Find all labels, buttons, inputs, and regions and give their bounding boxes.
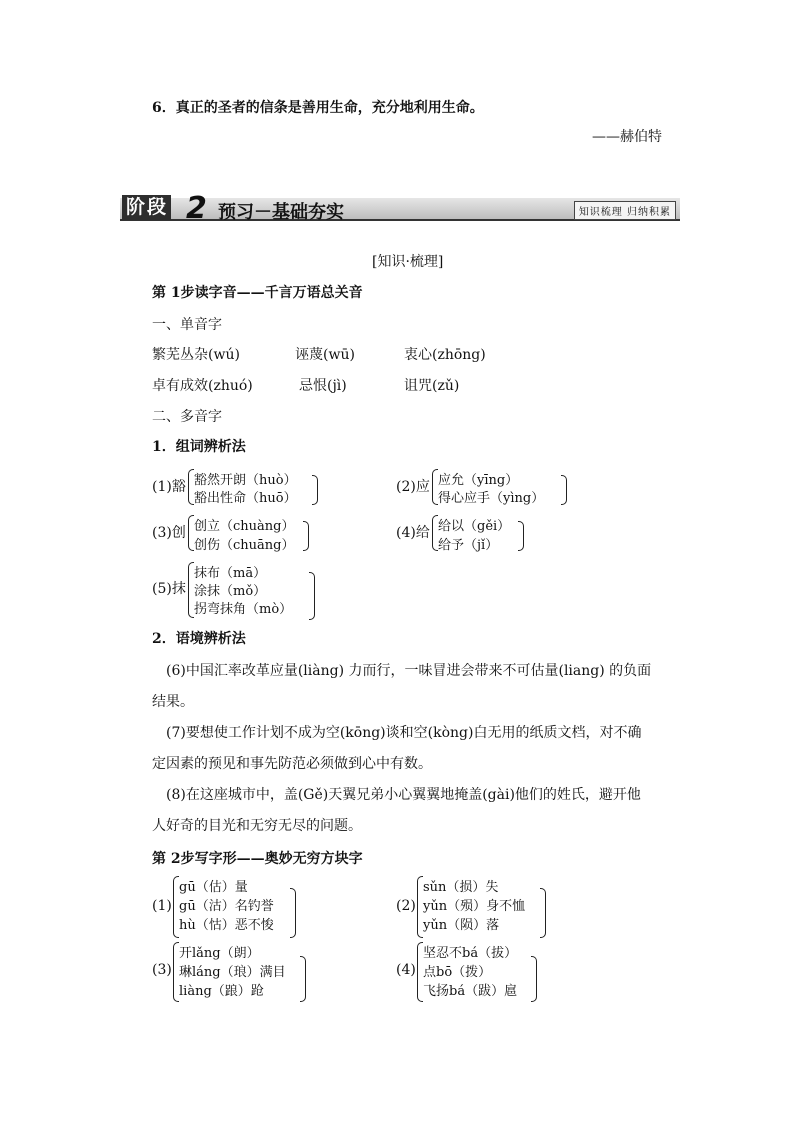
context-line: (8)在这座城市中，盖(Gě)天翼兄弟小心翼翼地掩盖(gài)他们的姓氏，避开他 <box>166 787 641 803</box>
context-line: (6)中国汇率改革应量(liàng) 力而行，一味冒进会带来不可估量(liang) 的负面 <box>166 663 652 679</box>
right-bracket <box>540 888 546 938</box>
multi-heading: 二、多音字 <box>152 409 222 425</box>
quote-text: 6．真正的圣者的信条是善用生命，充分地利用生命。 <box>152 100 484 116</box>
banner-stage-label: 阶段 <box>122 195 171 220</box>
group-line: 给予（jǐ） <box>438 538 499 553</box>
step1-title: 第 1步读字音——千言万语总关音 <box>152 285 363 301</box>
group-label: (2)应 <box>396 479 430 495</box>
right-bracket <box>531 956 537 1002</box>
group-line: yǔn（殒）身不恤 <box>423 899 526 914</box>
group-label: (3) <box>152 962 172 978</box>
step2-title: 第 2步写字形——奥妙无穷方块字 <box>152 851 363 867</box>
right-bracket <box>300 956 306 1002</box>
group-line: 开lǎng（朗） <box>179 946 260 961</box>
group-label: (4) <box>396 962 416 978</box>
group-label: (2) <box>396 898 416 914</box>
group-line: hù（怙）恶不悛 <box>179 918 274 933</box>
context-line: 结果。 <box>152 694 194 710</box>
group-line: 点bō（拨） <box>423 965 492 980</box>
group-line: 应允（yīng） <box>438 473 519 488</box>
group-line: 给以（gěi） <box>438 519 511 534</box>
context-line: 定因素的预见和事先防范必须做到心中有数。 <box>152 756 432 772</box>
group-label: (5)抹 <box>152 581 186 597</box>
group-line: gū（估）量 <box>179 880 248 895</box>
single-item: 繁芜丛杂(wú) <box>152 347 240 363</box>
right-bracket <box>290 888 296 938</box>
group-line: 涂抹（mǒ） <box>194 584 267 599</box>
group-line: liàng（踉）跄 <box>179 984 264 999</box>
group-line: 抹布（mā） <box>194 566 267 581</box>
group-line: 豁出性命（huō） <box>194 491 297 506</box>
group-label: (3)创 <box>152 525 186 541</box>
banner-tag: 知识梳理 归纳积累 <box>574 201 676 220</box>
method2-heading: 2．语境辨析法 <box>152 631 246 647</box>
section-title: [知识·梳理] <box>372 254 444 270</box>
banner-stage-number: 2 <box>186 191 207 226</box>
right-bracket <box>303 521 309 551</box>
group-line: 坚忍不bá（拔） <box>423 946 518 961</box>
single-item: 诬蔑(wū) <box>295 347 355 363</box>
single-item: 卓有成效(zhuó) <box>152 378 253 394</box>
group-line: 飞扬bá（跋）扈 <box>423 984 518 999</box>
group-line: 得心应手（yìng） <box>438 491 545 506</box>
single-item: 诅咒(zǔ) <box>404 378 460 394</box>
quote-author: ——赫伯特 <box>592 129 662 145</box>
single-heading: 一、单音字 <box>152 317 222 333</box>
group-label: (4)给 <box>396 525 430 541</box>
group-line: 拐弯抹角（mò） <box>194 602 293 617</box>
right-bracket <box>561 475 567 505</box>
group-line: 琳láng（琅）满目 <box>179 965 286 980</box>
context-line: 人好奇的目光和无穷无尽的问题。 <box>152 818 362 834</box>
group-line: 创伤（chuāng） <box>194 538 295 553</box>
banner-title: 预习－基础夯实 <box>218 202 344 223</box>
stage-banner <box>120 191 680 226</box>
group-line: 豁然开朗（huò） <box>194 473 297 488</box>
group-label: (1) <box>152 898 172 914</box>
group-line: yǔn（陨）落 <box>423 918 500 933</box>
group-line: gū（沽）名钓誉 <box>179 899 274 914</box>
group-label: (1)豁 <box>152 479 186 495</box>
right-bracket <box>312 475 318 505</box>
single-item: 忌恨(jì) <box>299 378 347 394</box>
group-line: sǔn（损）失 <box>423 880 499 895</box>
group-line: 创立（chuàng） <box>194 519 295 534</box>
right-bracket <box>309 572 315 620</box>
context-line: (7)要想使工作计划不成为空(kōng)谈和空(kòng)白无用的纸质文档，对不确 <box>166 725 642 741</box>
single-item: 衷心(zhōng) <box>404 347 486 363</box>
method1-heading: 1．组词辨析法 <box>152 439 246 455</box>
right-bracket <box>518 521 524 551</box>
